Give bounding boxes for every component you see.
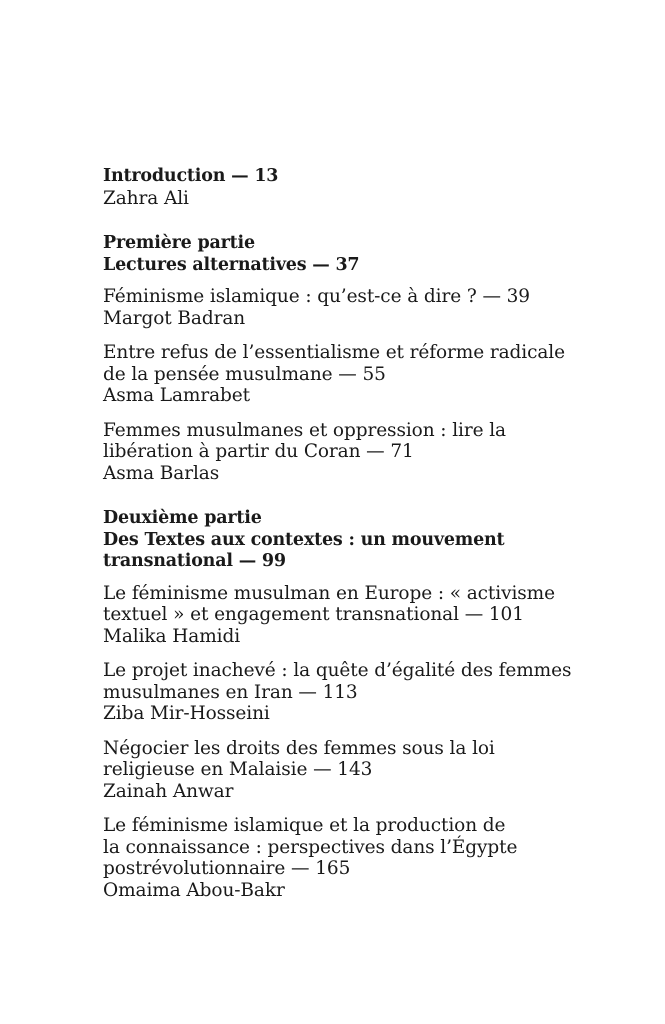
intro-title-text: Introduction — 13 — [103, 166, 279, 186]
entry-author: Asma Lamrabet — [103, 385, 250, 406]
entry-title-line: musulmanes en Iran — 113 — [103, 681, 358, 703]
toc-entry-badran — [103, 286, 643, 329]
intro-author-text: Zahra Ali — [103, 187, 189, 209]
toc-entry-barlas — [103, 420, 643, 485]
entry-title-line: textuel » et engagement transnational — 101 — [103, 604, 524, 625]
toc-entry-mir-hosseini — [103, 660, 643, 725]
toc-entry-lamrabet — [103, 342, 643, 407]
entry-author: Zainah Anwar — [103, 780, 234, 802]
toc-entry-anwar — [103, 738, 643, 803]
intro-title — [103, 166, 643, 188]
entry-title-line: religieuse en Malaisie — 143 — [103, 759, 373, 780]
part2-title-line: transnational — 99 — [103, 551, 286, 571]
part2-label: Deuxième partie — [103, 508, 262, 528]
entry-title-line: de la pensée musulmane — 55 — [103, 363, 386, 385]
part2-heading — [103, 508, 643, 573]
entry-author: Omaima Abou-Bakr — [103, 879, 285, 901]
entry-title-line: Féminisme islamique : qu’est-ce à dire ? — 39 — [103, 286, 530, 307]
intro-author — [103, 188, 643, 210]
part1-label: Première partie — [103, 233, 255, 253]
entry-title-line: Le féminisme islamique et la production de — [103, 815, 506, 836]
entry-title-line: postrévolutionnaire — 165 — [103, 858, 351, 879]
entry-title-line: Entre refus de l’essentialisme et réforme radicale — [103, 342, 565, 363]
entry-title-line: Le féminisme musulman en Europe : « activisme — [103, 582, 555, 604]
entry-author: Margot Badran — [103, 307, 246, 329]
table-of-contents — [103, 166, 643, 901]
entry-title-line: Femmes musulmanes et oppression : lire la — [103, 419, 506, 441]
entry-title-line: Négocier les droits des femmes sous la loi — [103, 737, 495, 759]
entry-author: Asma Barlas — [103, 462, 220, 484]
toc-entry-hamidi — [103, 583, 643, 648]
entry-title-line: Le projet inachevé : la quête d’égalité des femmes — [103, 660, 572, 681]
entry-author: Malika Hamidi — [103, 625, 241, 647]
toc-entry-abou-bakr — [103, 815, 643, 901]
part1-heading — [103, 233, 643, 276]
entry-author: Ziba Mir-Hosseini — [103, 703, 270, 724]
part2-title-line: Des Textes aux contextes : un mouvement — [103, 529, 505, 550]
part1-title: Lectures alternatives — 37 — [103, 254, 360, 275]
entry-title-line: la connaissance : perspectives dans l’Égypte — [103, 836, 518, 858]
entry-title-line: libération à partir du Coran — 71 — [103, 441, 414, 462]
